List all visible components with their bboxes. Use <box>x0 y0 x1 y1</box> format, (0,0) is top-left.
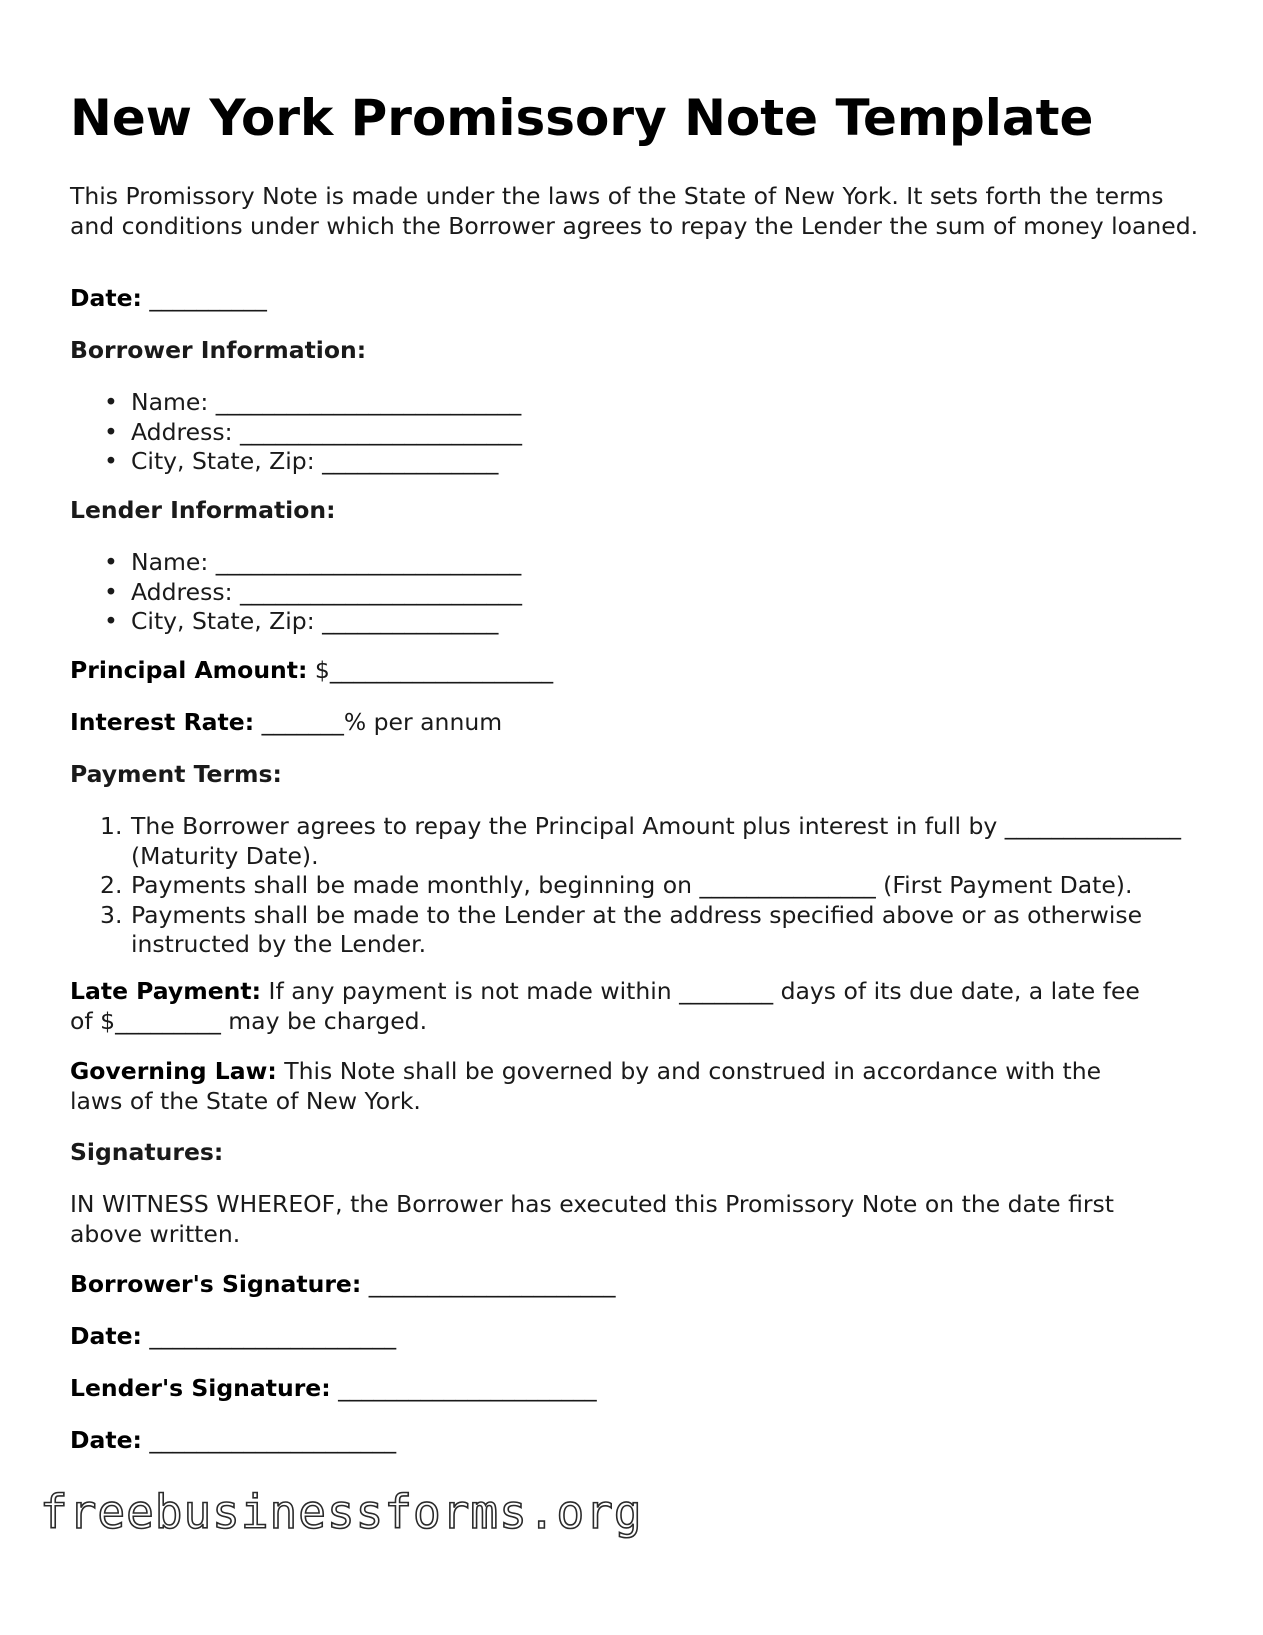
borrower-date-blank: _____________________ <box>149 1322 397 1350</box>
document-title: New York Promissory Note Template <box>70 89 1094 147</box>
lender-info-list <box>70 548 522 637</box>
list-item <box>70 388 522 418</box>
late-payment-paragraph <box>70 977 1150 1036</box>
bullet-icon: • <box>104 447 118 475</box>
borrower-signature-label: Borrower's Signature: <box>70 1270 362 1298</box>
date-label: Date: <box>70 284 142 312</box>
lender-name-label: Name: <box>131 548 209 576</box>
intro-paragraph: This Promissory Note is made under the laws of the State of New York. It sets forth the terms and conditions under which the Borrower agrees to repay the Lender the sum of money loaned. <box>70 182 1199 240</box>
list-number: 2. <box>100 871 123 899</box>
watermark-logo: freebusinessforms.org <box>40 1485 643 1539</box>
lender-signature-line <box>70 1374 597 1404</box>
lender-address-label: Address: <box>131 577 233 606</box>
borrower-city-blank: _______________ <box>322 447 499 475</box>
bullet-icon: • <box>104 607 118 635</box>
borrower-city-label: City, State, Zip: <box>131 447 315 475</box>
borrower-name-label: Name: <box>131 388 209 416</box>
interest-rate-line <box>70 708 502 738</box>
list-item <box>70 901 1210 960</box>
payment-terms-list <box>70 812 1210 960</box>
list-item <box>70 871 1210 901</box>
lender-address-blank: ________________________ <box>240 577 522 606</box>
lender-date-blank: _____________________ <box>149 1426 397 1454</box>
lender-city-label: City, State, Zip: <box>131 607 315 635</box>
principal-amount-label: Principal Amount: <box>70 656 308 684</box>
date-blank: __________ <box>149 284 267 312</box>
borrower-signature-line <box>70 1270 616 1300</box>
lender-date-label: Date: <box>70 1426 142 1454</box>
bullet-icon: • <box>104 417 118 446</box>
borrower-date-label: Date: <box>70 1322 142 1350</box>
lender-name-blank: __________________________ <box>215 548 522 576</box>
principal-amount-line <box>70 656 553 686</box>
bullet-icon: • <box>104 577 118 606</box>
lender-date-line <box>70 1426 396 1456</box>
lender-signature-blank: ______________________ <box>338 1374 597 1402</box>
list-item <box>70 607 522 637</box>
borrower-info-list <box>70 388 522 477</box>
late-payment-label: Late Payment: <box>70 977 262 1005</box>
interest-rate-blank: _______% per annum <box>261 708 503 736</box>
list-item <box>70 447 522 477</box>
date-line <box>70 284 267 314</box>
borrower-signature-blank: _____________________ <box>368 1270 616 1298</box>
interest-rate-label: Interest Rate: <box>70 708 255 736</box>
payment-terms-heading: Payment Terms: <box>70 760 282 788</box>
principal-amount-blank: $___________________ <box>314 656 554 684</box>
borrower-name-blank: __________________________ <box>215 388 522 416</box>
lender-heading: Lender Information: <box>70 496 336 524</box>
list-item <box>70 812 1210 871</box>
borrower-heading: Borrower Information: <box>70 336 367 364</box>
list-number: 3. <box>100 900 123 929</box>
late-payment-text: If any payment is not made within ________ days of its due date, a late fee of $_________ may be charged. <box>70 977 1140 1035</box>
list-item <box>70 418 522 448</box>
borrower-address-blank: ________________________ <box>240 417 522 446</box>
governing-law-paragraph <box>70 1057 1150 1116</box>
payment-term-text: The Borrower agrees to repay the Principal Amount plus interest in full by _______________ (Maturity Date). <box>131 812 1181 870</box>
list-item <box>70 578 522 608</box>
bullet-icon: • <box>104 548 118 576</box>
list-number: 1. <box>100 812 123 840</box>
bullet-icon: • <box>104 388 118 416</box>
payment-term-text: Payments shall be made to the Lender at the address specified above or as otherwise instructed by the Lender. <box>131 900 1143 958</box>
borrower-date-line <box>70 1322 396 1352</box>
witness-paragraph: IN WITNESS WHEREOF, the Borrower has executed this Promissory Note on the date first above written. <box>70 1190 1115 1248</box>
governing-law-label: Governing Law: <box>70 1057 277 1085</box>
list-item <box>70 548 522 578</box>
signatures-heading: Signatures: <box>70 1138 224 1166</box>
lender-signature-label: Lender's Signature: <box>70 1374 331 1402</box>
borrower-address-label: Address: <box>131 417 233 446</box>
lender-city-blank: _______________ <box>322 607 499 635</box>
payment-term-text: Payments shall be made monthly, beginning on _______________ (First Payment Date). <box>131 871 1133 899</box>
governing-law-text: This Note shall be governed by and construed in accordance with the laws of the State of New York. <box>70 1057 1102 1115</box>
